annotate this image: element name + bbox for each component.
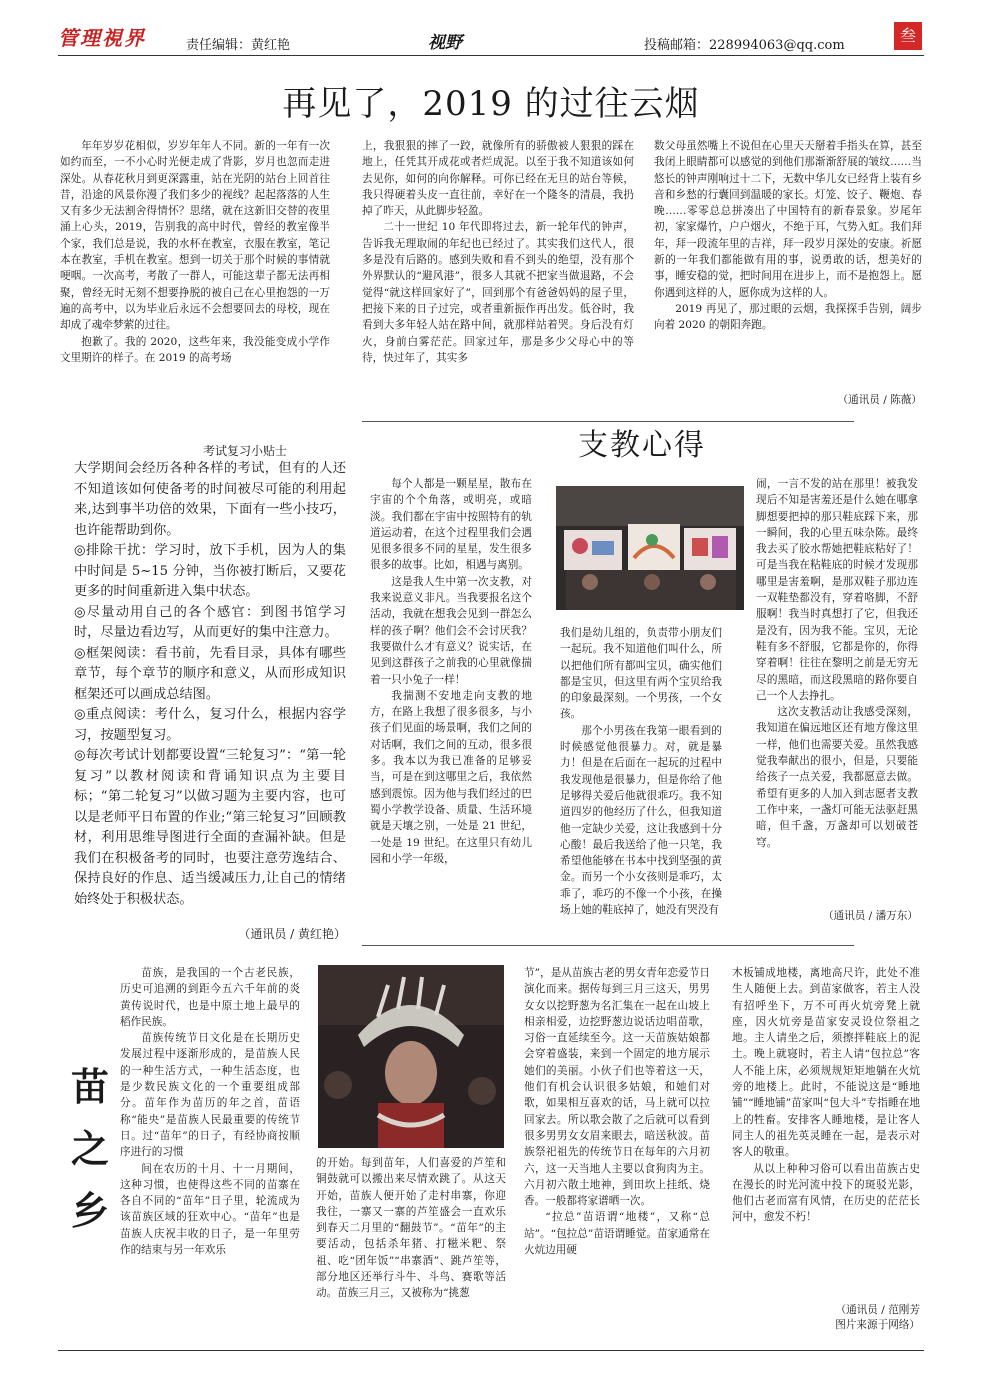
article3-paragraph: 木板铺成地楼，离地高尺许，此处不准生人随便上去。到苗家做客，若主人没有招呼坐下，万不可再火炕旁凳上就座，因火炕旁是苗家安灵设位祭祖之地。主人请坐之后，须擦拌鞋底上的泥土。晚上就寝时，若主人请“包拉总”客人不能上床，必须规规矩矩地躺在火炕旁的地楼上。此时，不能说这是“睡地铺”“睡地铺”苗家叫“包大斗”专指睡在地上的牲畜。安排客人睡地楼，是让客人同主人的祖先英灵睡在一起，是表示对客人的敬重。 bbox=[732, 967, 920, 1159]
responsible-editor: 责任编辑：黄红艳 bbox=[186, 38, 291, 53]
tips-item: ◎框架阅读：看书前，先看目录，具体有哪些章节，每个章节的顺序和意义，从而形成知识框架还可以画成总结图。 bbox=[74, 645, 346, 702]
article2-paragraph: 这是我人生中第一次支教，对我来说意义非凡。当我要报名这个活动，我就在想我会见到一群怎么样的孩子啊？他们会不会讨厌我？我要做什么才有意义？说实话，在见到这群孩子之前我的心里就像揣着一只小兔子一样！ bbox=[370, 575, 532, 686]
article1-paragraph: 数父母虽然嘴上不说但在心里天天掰着手指头在算，甚至我闭上眼睛都可以感觉的到他们那渐渐舒展的皱纹……当悠长的钟声刚响过十二下，无数中华儿女已经背上装有乡音和乡愁的行囊回到温暖的家长。灯笼、饺子、鞭炮、春晚……零零总总拼凑出了中国特有的新春景象。岁尾年初，家家爆竹，户户烟火，不绝于耳，气势入虹。我们拜年，拜一段流年里的吉祥，拜一段岁月深处的安康。祈愿新的一年我们都能做有用的事，说勇敢的话，想美好的事，睡安稳的觉，把时间用在进步上，而不是抱怨上。愿你遇到这样的人，愿你成为这样的人。 bbox=[654, 140, 922, 299]
photo-children-holding-drawings bbox=[556, 486, 744, 610]
article3-paragraph: 从以上种种习俗可以看出苗族古史在漫长的时光河流中投下的斑驳光影，他们古老而富有风情，在历史的茫茫长河中，愈发不朽！ bbox=[732, 1162, 920, 1224]
article1-paragraph: 年年岁岁花相似，岁岁年年人不同。新的一年有一次如约而至，一不小心时光便走成了背影，岁月也忽而走进深处。从春花秋月到更深露重，站在光阴的站台上回首往昔，沿途的风景你漫了我们多少的视线？起起落落的人生又有多少无法割舍得情怀？思绪，就在这新旧交替的夜里涌上心头，2019，告别我的高中时代，曾经的教室像半个家，我们总是说，我的水杯在教室，衣服在教室，笔记本在教室，手机在教室。想到一切关于那个时候的事情就哽咽。一次高考，考散了一群人，可能这辈子都无法再相聚，曾经无时无刻不想要挣脱的被自己在心里抱怨的一万遍的高考中，以为毕业后永远不会想要回去的母校，现在却成了魂牵梦萦的过往。 bbox=[60, 140, 330, 332]
article2-paragraph: 我揣测不安地走向支教的地方，在路上我想了很多很多，与小孩子们见面的场景啊，我们之间的对话啊，我们之间的互动，很多很多。我本以为我已准备的足够妥当，可是在到这哪里之后，我依然感到震惊。因为他与我们经过的巴蜀小学教学设备、质量、生活环境就是天壤之别，一处是 21 世纪，一处是 19 世纪。在这里只有幼儿园和小学一年级， bbox=[370, 689, 532, 865]
article3-title-char: 之 bbox=[70, 1126, 109, 1171]
article1-title: 再见了，2019 的过往云烟 bbox=[282, 84, 700, 124]
photo-miao-woman-in-silver-headdress-icon bbox=[318, 965, 504, 1148]
article2-paragraph: 那个小男孩在我第一眼看到的时候感觉他很暴力。对，就是暴力！但是在后面在一起玩的过程中我发现他是很暴力，但是你给了他足够得关爱后他就很乖巧。我不知道四岁的他经历了什么，但我知道他一定缺少关爱，这让我感到十分心酸！最后我送给了他一只笔，我希望他能够在书本中找到坚强的黄金。而另一个小女孩则是乖巧，太乖了，乖巧的不像一个小孩，在操场上她的鞋底掉了，她没有哭没有 bbox=[560, 724, 722, 917]
article2-column-2 bbox=[560, 625, 722, 918]
article2-paragraph: 每个人都是一颗星星，散布在宇宙的个个角落，或明亮，或暗淡。我们都在宇宙中按照特有的轨道运动着，在这个过程里我们会遇见很多很多不同的星星，发生很多很多的故事。比如，相遇与离别。 bbox=[370, 478, 532, 572]
article2-paragraph: 闹，一言不发的站在那里！被我发现后不知是害羞还是什么她在哪拿脚想要把掉的那只鞋底踩下来，那一瞬间，我的心里五味杂陈。最终我去买了胶水帮她把鞋底粘好了！可是当我在粘鞋底的时候才发现那哪里是害羞啊，是那双鞋子那边连一双鞋垫都没有，穿着咯脚，不舒服啊！我当时真想打了它，但我还是没有，因为我不能。宝贝，无论鞋有多不舒服，它都是你的，你得穿着啊！往往在黎明之前是无穷无尽的黑暗，而这段黑暗的路你要自己一个人去挣扎。 bbox=[756, 478, 918, 702]
article3-paragraph: 苗族，是我国的一个古老民族，历史可追溯的到距今五六千年前的炎黄传说时代，也是中原土地上最早的稻作民族。 bbox=[120, 967, 300, 1028]
article2-paragraph: 我们是幼儿组的，负责带小朋友们一起玩。我不知道他们叫什么，所以把他们所有都叫宝贝，确实他们都是宝贝，但这里有两个宝贝给我的印象最深刻。一个男孩，一个女孩。 bbox=[560, 627, 722, 721]
footer-rule bbox=[58, 1350, 924, 1351]
tips-item: ◎重点阅读：考什么，复习什么，根据内容学习，按题型复习。 bbox=[74, 707, 346, 743]
article3-title bbox=[70, 1056, 110, 1242]
article3-paragraph: “拉总”苗语谓“地楼”，又称“总站”。“包拉总”苗语谓睡觉。苗家通常在火炕边用硬 bbox=[524, 1211, 710, 1257]
article3-signature bbox=[732, 1302, 920, 1332]
article3-title-char: 苗 bbox=[70, 1064, 109, 1109]
tips-signature: （通讯员 / 黄红艳） bbox=[238, 927, 346, 941]
article1-signature: （通讯员 / 陈薇） bbox=[837, 394, 922, 406]
tips-item: ◎排除干扰：学习时，放下手机，因为人的集中时间是 5~15 分钟，当你被打断后，又要花更多的时间重新进入集中状态。 bbox=[74, 543, 346, 599]
article2-paragraph: 这次支教活动让我感受深刻，我知道在偏远地区还有地方像这里一样，他们也需要关爱。虽然我感觉我奉献出的很小，但是，只要能给孩子一点关爱，我都愿意去做。希望有更多的人加入到志愿者支教工作中来，一盏灯可能无法驱赶黑暗，但千盏，万盏却可以划破苍穹。 bbox=[756, 706, 918, 849]
article1-paragraph: 2019 再见了，那过眼的云烟，我探探手告别，阔步向着 2020 的朝阳奔跑。 bbox=[654, 302, 922, 332]
article2-column-1 bbox=[370, 476, 532, 867]
article3-column-2 bbox=[316, 1155, 506, 1302]
article1-column-1 bbox=[60, 138, 330, 366]
article1-column-2 bbox=[362, 138, 634, 366]
article3-signature-line: 图片来源于网络） bbox=[835, 1319, 920, 1331]
column-name: 视野 bbox=[428, 33, 462, 53]
article1-paragraph: 上，我狠狠的摔了一跤，就像所有的骄傲被人狠狠的踩在地上，任凭其开成花或者烂成泥。以至于我不知道该如何去见你，如何的向你解释。可你已经在无旦的站台等候，我只得硬着头皮一直往前，幸好在一个隆冬的清晨，我扔掉了昨天，从此脚步轻盈。 bbox=[362, 140, 634, 218]
tips-item: ◎每次考试计划都要设置“三轮复习”：“第一轮复习”以教材阅读和背诵知识点为主要目标；“第二轮复习”以做习题为主要内容，也可以是老师平日布置的作业;“第三轮复习”回顾教材，利用思维导图进行全面的查漏补缺。但是我们在积极备考的同时，也要注意劳逸结合、保持良好的作息、适当缓减压力,让自己的情绪始终处于积极状态。 bbox=[74, 748, 346, 907]
article2-column-3 bbox=[756, 476, 918, 851]
article2-title: 支教心得 bbox=[578, 428, 706, 463]
photo-miao-woman-in-silver-headdress bbox=[318, 965, 504, 1148]
article3-paragraph: 苗族传统节日文化是在长期历史发展过程中逐渐形成的，是苗族人民的一种生活方式，一种生活态度，也是少数民族文化的一个重要组成部分。苗年作为苗历的年之首，苗语称“能央”是苗族人民最重要的传统节日。过“苗年”的日子，有经协商按顺序进行的习惯 bbox=[120, 1032, 300, 1159]
article1-paragraph: 抱歉了。我的 2020，这些年来，我没能变成小学作文里期许的样子。在 2019 的高考场 bbox=[60, 335, 330, 364]
article2-signature: （通讯员 / 潘万东） bbox=[822, 910, 918, 922]
article1-paragraph: 二十一世纪 10 年代即将过去，新一轮年代的钟声，告诉我无理取闹的年纪也已经过了。其实我们这代人，很多是没有后路的。感到失败和看不到头的绝望，没有那个外界默认的“避风港”，很多人其就不把家当做退路，不会觉得“就这样回家好了”，回到那个有爸爸妈妈的屋子里，把接下来的日子过完，或者重新振作再出发。低谷时，我看到大多年轻人站在路中间，就那样站着哭。身后没有灯火，身前白雾茫茫。回家过年，那是多少父母心中的等待，快过年了，其实多 bbox=[362, 221, 634, 364]
tips-title: 考试复习小贴士 bbox=[202, 444, 287, 458]
submission-email: 投稿邮箱：228994063@qq.com bbox=[644, 38, 845, 53]
article1-column-3 bbox=[654, 138, 922, 334]
photo-children-holding-drawings-icon bbox=[556, 486, 744, 610]
header-rule bbox=[58, 55, 924, 56]
article3-column-1 bbox=[120, 965, 300, 1258]
article3-title-char: 乡 bbox=[70, 1188, 109, 1233]
masthead-brand: 管理視界 bbox=[58, 26, 146, 50]
article3-paragraph: 的开始。每到苗年，人们喜爱的芦笙和铜鼓就可以搬出来尽情欢跳了。从这天开始，苗族人便开始了走村串寨，你迎我往，一寨又一寨的芦笙盛会一直欢乐到春天二月里的“翻鼓节”。“苗年”的主要活动，包括杀年猪、打糍米粑、祭祖、吃“团年饭”“串寨酒”、跳芦笙等，部分地区还举行斗牛、斗鸟、赛歌等活动。苗族三月三，又被称为“挑葱 bbox=[316, 1157, 506, 1300]
article3-signature-line: （通讯员 / 范刚芳 bbox=[835, 1304, 920, 1316]
tips-body bbox=[74, 459, 346, 910]
article3-column-4 bbox=[732, 965, 920, 1226]
tips-item: ◎尽量动用自己的各个感官：到图书馆学习时，尽量边看边写，从而更好的集中注意力。 bbox=[74, 604, 346, 640]
tips-intro: 大学期间会经历各种各样的考试，但有的人还不知道该如何使备考的时间被尽可能的利用起来,达到事半功倍的效果，下面有一些小技巧，也许能帮助到你。 bbox=[74, 461, 346, 538]
article3-paragraph: 间在农历的十月、十一月期间，这种习惯，也使得这些不同的苗寨在各自不同的“苗年”日子里，轮流成为该苗族区域的狂欢中心。“苗年”也是苗族人庆祝丰收的日子，是一年里劳作的结束与另一年欢乐 bbox=[120, 1162, 300, 1257]
article3-column-3 bbox=[524, 965, 710, 1258]
page-number-badge: 叁 bbox=[894, 22, 922, 50]
section-divider bbox=[362, 945, 854, 946]
article3-paragraph: 节”，是从苗族古老的男女青年恋爱节日演化而来。据传每到三月三这天，男男女女以挖野葱为名汇集在一起在山坡上相亲相爱，边挖野葱边说话边唱苗歌，习俗一直延续至今。这一天苗族姑娘都会穿着盛装，来到一个固定的地方展示她们的美丽。小伙子们也等着这一天，他们有机会认识很多姑娘，和她们对歌，如果相互喜欢的话，马上就可以拉回家去。所以歌会散了之后就可以看到很多男男女女眉来眼去，暗送秋波。苗族祭祀祖先的传统节日在每年的六月初六，这一天当地人主要以食狗肉为主。六月初六散土地神，到田坎上挂纸、烧香。一般都将家谱晒一次。 bbox=[524, 967, 710, 1208]
